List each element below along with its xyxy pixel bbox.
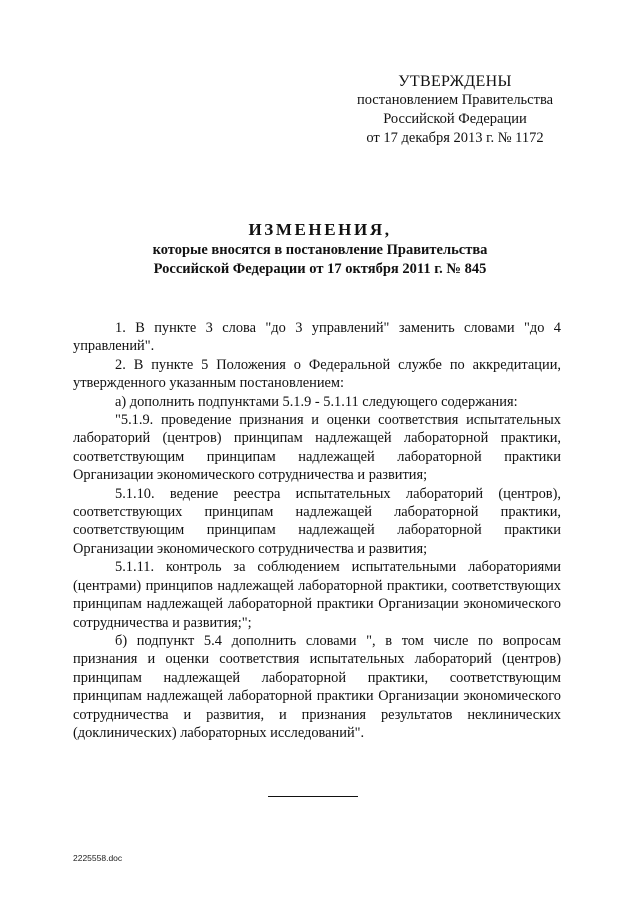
document-body [73, 319, 561, 742]
paragraph-5-1-11: 5.1.11. контроль за соблюдением испытательными лабораториями (центрами) принципов надлежащей лабораторной практики, соответствующих принципам надлежащей лабораторной практики Организации экономического сотрудничества и развития;"; [73, 559, 561, 631]
heading-subtitle-line-1: которые вносятся в постановление Правительства [152, 242, 488, 258]
paragraph-subitem-a: а) дополнить подпунктами 5.1.9 - 5.1.11 следующего содержания: [115, 393, 518, 410]
heading-subtitle-line-2: Российской Федерации от 17 октября 2011 г. № 845 [153, 261, 487, 277]
paragraph-item-2: 2. В пункте 5 Положения о Федеральной службе по аккредитации, утвержденного указанным постановлением: [73, 356, 561, 392]
paragraph-subitem-b: б) подпункт 5.4 дополнить словами ", в том числе по вопросам признания и оценки соответствия испытательных лабораторий (центров) принципам надлежащей лабораторной практики, соответствующим принципам надлежащей лабораторной практики Организации экономического сотрудничества и развития, и признания результатов неклинических (доклинических) лабораторных исследований". [73, 632, 561, 741]
approval-title: УТВЕРЖДЕНЫ [398, 73, 512, 90]
document-file-code: 2225558.doc [73, 853, 123, 863]
document-heading [60, 219, 580, 279]
paragraph-5-1-9: "5.1.9. проведение признания и оценки соответствия испытательных лабораторий (центров) принципам надлежащей лабораторной практики, соответствующим принципам надлежащей лабораторной практики Организации экономического сотрудничества и развития; [73, 412, 561, 484]
approval-block [330, 72, 580, 148]
paragraph-5-1-10: 5.1.10. ведение реестра испытательных лабораторий (центров), соответствующих принципам надлежащей лабораторной практики, соответствующим принципам надлежащей лабораторной практики Организации экономического сотрудничества и развития; [73, 485, 561, 557]
approval-line-2: Российской Федерации [383, 111, 527, 127]
approval-line-1: постановлением Правительства [356, 92, 554, 108]
end-divider-line [268, 796, 358, 797]
heading-title: ИЗМЕНЕНИЯ, [248, 220, 392, 239]
approval-line-3: от 17 декабря 2013 г. № 1172 [366, 130, 544, 146]
paragraph-item-1: 1. В пункте 3 слова "до 3 управлений" заменить словами "до 4 управлений". [73, 320, 561, 355]
